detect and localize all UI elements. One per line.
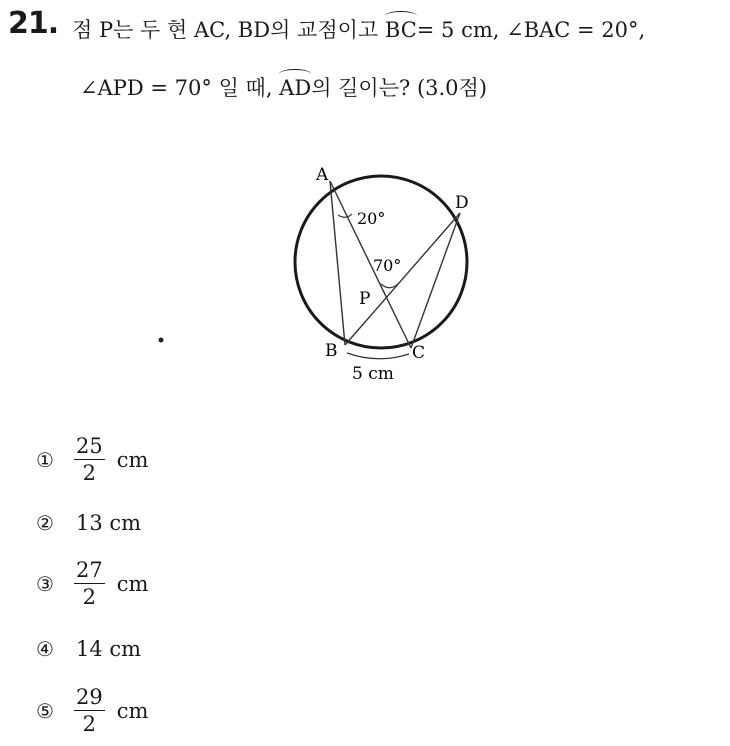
label-p: P <box>359 289 371 309</box>
choice-3-unit: cm <box>116 571 149 596</box>
arc-bc-length-label: 5 cm <box>352 364 394 384</box>
label-c: C <box>412 343 426 363</box>
choice-1-marker: ① <box>36 447 54 472</box>
choice-1-denominator: 2 <box>82 461 97 485</box>
choice-5-marker: ⑤ <box>36 698 54 723</box>
question-lead-2: ∠APD = 70° 일 때, <box>80 76 280 100</box>
choice-5-unit: cm <box>116 698 149 723</box>
label-b: B <box>325 341 338 361</box>
choice-2-text: 13 cm <box>76 511 142 535</box>
label-a: A <box>316 165 329 185</box>
question-given-1: = 5 cm, ∠BAC = 20°, <box>416 18 646 42</box>
angle-bac-mark <box>338 214 352 217</box>
choice-5[interactable] <box>36 684 148 737</box>
choice-4-text: 14 cm <box>76 637 142 661</box>
choice-3[interactable] <box>36 557 148 610</box>
choice-1-numerator: 25 <box>76 434 103 458</box>
question-tail: 의 길이는? (3.0점) <box>311 76 488 100</box>
choice-4[interactable] <box>36 637 141 661</box>
label-d: D <box>455 193 469 213</box>
choice-3-denominator: 2 <box>82 585 97 609</box>
chord-bd <box>345 213 460 345</box>
arc-ad-symbol: AD <box>279 76 312 100</box>
chord-ab <box>330 181 345 345</box>
choice-2-marker: ② <box>36 511 54 535</box>
arc-bc-mark <box>347 353 409 359</box>
arc-bc-symbol: BC <box>384 18 417 42</box>
choice-4-marker: ④ <box>36 637 54 661</box>
speck <box>159 338 164 343</box>
choice-3-marker: ③ <box>36 571 54 596</box>
choice-2[interactable] <box>36 511 141 535</box>
choice-1-fraction <box>74 433 105 486</box>
choice-3-fraction <box>74 557 105 610</box>
question-number: 21. <box>8 6 59 41</box>
question-lead-1: 점 P는 두 현 AC, BD의 교점이고 <box>72 18 385 42</box>
angle-bac-label: 20° <box>357 209 386 228</box>
choice-5-numerator: 29 <box>76 685 103 709</box>
choice-5-denominator: 2 <box>82 712 97 736</box>
choice-3-numerator: 27 <box>76 558 103 582</box>
choice-1-unit: cm <box>116 447 149 472</box>
choice-1[interactable] <box>36 433 148 486</box>
choice-5-fraction <box>74 684 105 737</box>
angle-apd-label: 70° <box>373 256 402 275</box>
